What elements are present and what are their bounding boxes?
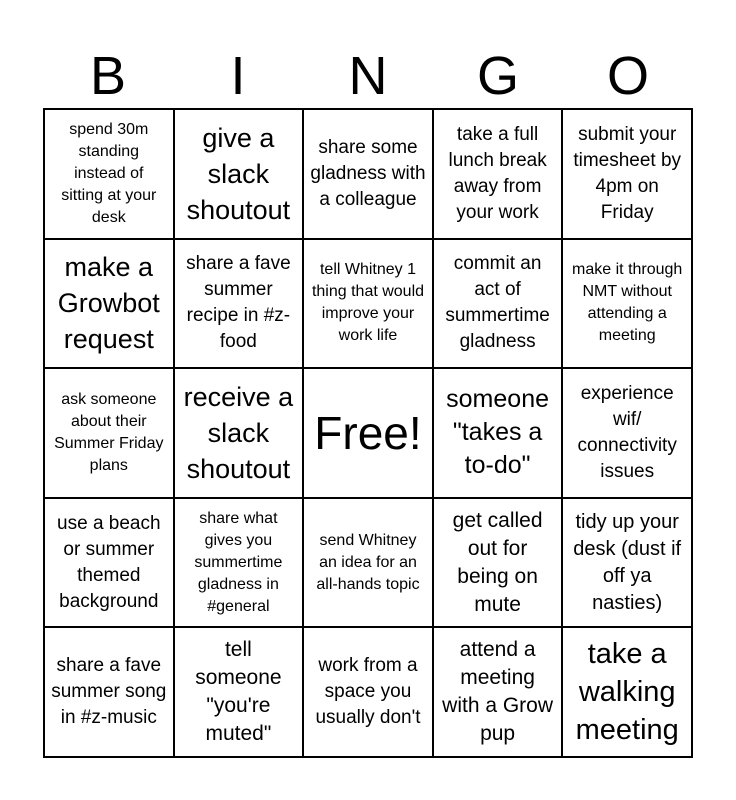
header-letter-g: G [476, 46, 519, 106]
bingo-cell-r4c3[interactable]: send Whitney an idea for an all-hands topic [303, 498, 433, 628]
bingo-cell-r4c2[interactable]: share what gives you summertime gladness in #general [174, 498, 304, 628]
bingo-cell-r5c3[interactable]: work from a space you usually don't [303, 627, 433, 757]
bingo-cell-r5c1[interactable]: share a fave summer song in #z-music [44, 627, 174, 757]
bingo-cell-r2c4[interactable]: commit an act of summertime gladness [433, 239, 563, 369]
bingo-cell-r5c2[interactable]: tell someone "you're muted" [174, 627, 304, 757]
bingo-cell-r1c2[interactable]: give a slack shoutout [174, 109, 304, 239]
header-letter-n: N [348, 46, 388, 106]
bingo-card [43, 108, 693, 758]
bingo-cell-r2c3[interactable]: tell Whitney 1 thing that would improve your work life [303, 239, 433, 369]
bingo-cell-r1c3[interactable]: share some gladness with a colleague [303, 109, 433, 239]
bingo-cell-r2c2[interactable]: share a fave summer recipe in #z-food [174, 239, 304, 369]
bingo-cell-r1c4[interactable]: take a full lunch break away from your work [433, 109, 563, 239]
header-letter-i: I [230, 46, 246, 106]
bingo-cell-r2c5[interactable]: make it through NMT without attending a meeting [562, 239, 692, 369]
bingo-cell-r3c5[interactable]: experience wif/ connectivity issues [562, 368, 692, 498]
bingo-cell-r3c4[interactable]: someone "takes a to-do" [433, 368, 563, 498]
bingo-header [43, 44, 693, 108]
bingo-cell-r5c5[interactable]: take a walking meeting [562, 627, 692, 757]
header-letter-o: O [606, 46, 649, 106]
bingo-cell-r3c1[interactable]: ask someone about their Summer Friday plans [44, 368, 174, 498]
bingo-cell-r5c4[interactable]: attend a meeting with a Grow pup [433, 627, 563, 757]
bingo-cell-r4c4[interactable]: get called out for being on mute [433, 498, 563, 628]
bingo-cell-r3c2[interactable]: receive a slack shoutout [174, 368, 304, 498]
bingo-cell-r4c1[interactable]: use a beach or summer themed background [44, 498, 174, 628]
free-space-cell[interactable]: Free! [303, 368, 433, 498]
bingo-cell-r1c1[interactable]: spend 30m standing instead of sitting at your desk [44, 109, 174, 239]
bingo-cell-r2c1[interactable]: make a Growbot request [44, 239, 174, 369]
bingo-cell-r1c5[interactable]: submit your timesheet by 4pm on Friday [562, 109, 692, 239]
bingo-cell-r4c5[interactable]: tidy up your desk (dust if off ya nasties) [562, 498, 692, 628]
header-letter-b: B [89, 46, 127, 106]
